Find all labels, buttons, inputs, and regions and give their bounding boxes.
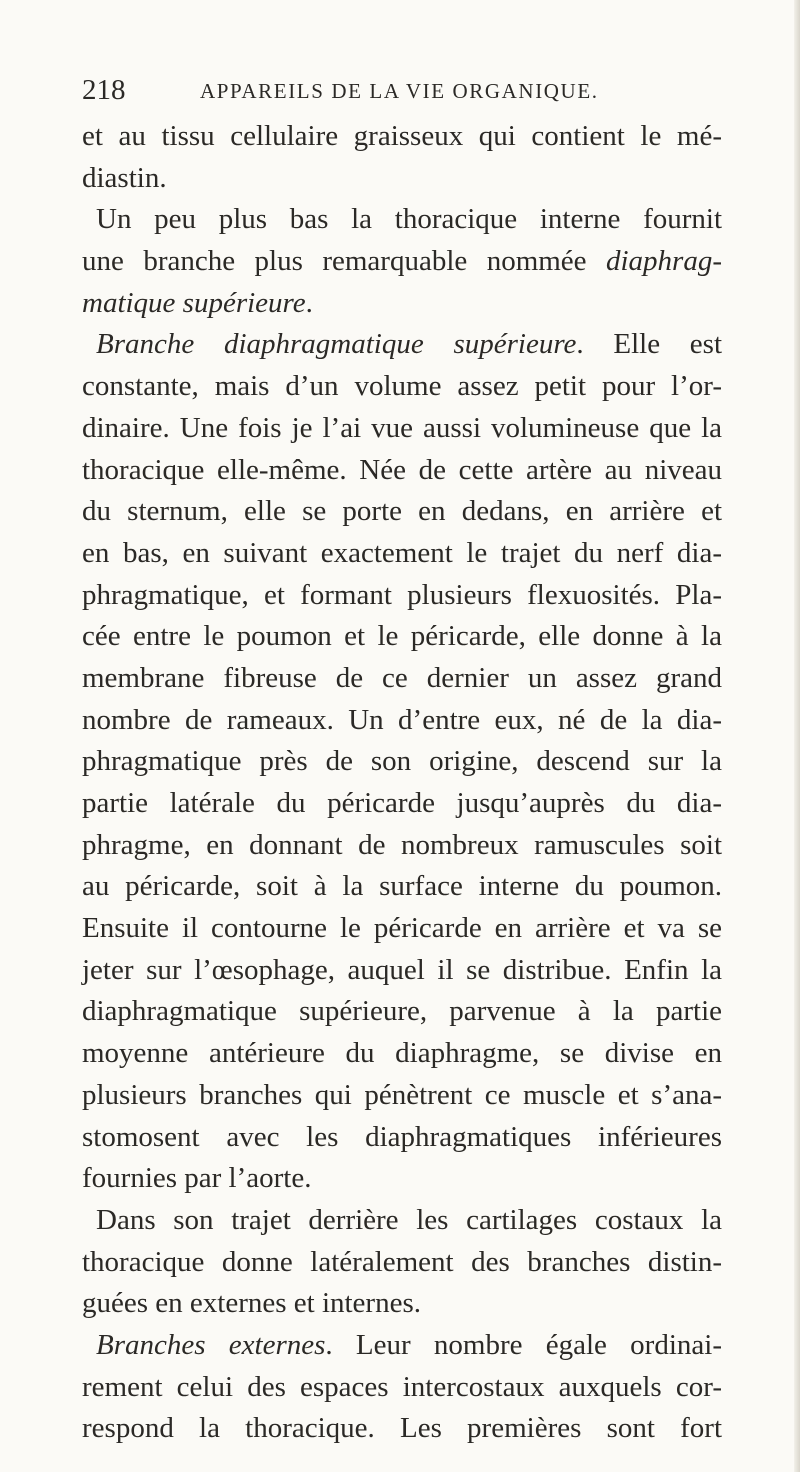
text-segment: constante, mais d’un volume assez petit pour l’or- — [82, 370, 722, 403]
page-number: 218 — [82, 74, 126, 106]
text-line — [82, 1242, 722, 1284]
text-line — [82, 700, 722, 742]
text-line — [82, 741, 722, 783]
italic-text: Branches externes — [96, 1328, 326, 1361]
text-line — [82, 1325, 722, 1367]
text-segment: thoracique elle-même. Née de cette artère au niveau — [82, 453, 722, 486]
text-segment: une branche plus remarquable nommée — [82, 245, 606, 278]
page-header — [82, 70, 722, 110]
text-segment: membrane fibreuse de ce dernier un assez grand — [82, 661, 722, 694]
text-segment: guées en externes et internes. — [82, 1287, 421, 1320]
text-line — [82, 366, 722, 408]
text-line — [82, 1200, 722, 1242]
text-segment: thoracique donne latéralement des branches distin- — [82, 1245, 722, 1278]
text-segment: cée entre le poumon et le péricarde, elle donne à la — [82, 620, 722, 653]
text-line — [82, 241, 722, 283]
text-line — [82, 324, 722, 366]
text-segment: diaphragmatique supérieure, parvenue à la partie — [82, 995, 722, 1028]
text-segment: phragme, en donnant de nombreux ramuscules soit — [82, 828, 722, 861]
running-title: APPAREILS DE LA VIE ORGANIQUE. — [200, 79, 599, 103]
text-segment: diastin. — [82, 161, 167, 194]
page-edge — [794, 0, 800, 1472]
text-segment: phragmatique, et formant plusieurs flexuosités. Pla- — [82, 578, 722, 611]
text-segment: rement celui des espaces intercostaux auxquels cor- — [82, 1370, 722, 1403]
text-line — [82, 783, 722, 825]
text-segment: phragmatique près de son origine, descend sur la — [82, 745, 722, 778]
text-line — [82, 1075, 722, 1117]
italic-text: diaphrag- — [606, 245, 722, 278]
text-segment: fournies par l’aorte. — [82, 1162, 312, 1195]
text-line — [82, 199, 722, 241]
body-text — [82, 116, 722, 1450]
text-segment: plusieurs branches qui pénètrent ce muscle et s’ana- — [82, 1078, 722, 1111]
text-line — [82, 825, 722, 867]
text-line — [82, 158, 722, 200]
text-segment: partie latérale du péricarde jusqu’auprès du dia- — [82, 787, 722, 819]
text-line — [82, 533, 722, 575]
text-line — [82, 116, 722, 158]
text-segment: moyenne antérieure du diaphragme, se divise en — [82, 1037, 722, 1070]
text-line — [82, 991, 722, 1033]
text-line — [82, 450, 722, 492]
text-segment: respond la thoracique. Les premières sont fort — [82, 1412, 722, 1445]
text-line — [82, 658, 722, 700]
text-line — [82, 1367, 722, 1409]
text-segment: nombre de rameaux. Un d’entre eux, né de la dia- — [82, 703, 722, 736]
text-line — [82, 408, 722, 450]
italic-text: matique supérieure — [82, 286, 306, 319]
text-segment: Ensuite il contourne le péricarde en arrière et va se — [82, 912, 722, 945]
text-line — [82, 283, 722, 325]
text-segment: et au tissu cellulaire graisseux qui contient le mé- — [82, 120, 722, 152]
text-line — [82, 950, 722, 992]
text-segment: en bas, en suivant exactement le trajet du nerf dia- — [82, 536, 722, 569]
text-line — [82, 1158, 722, 1200]
text-line — [82, 1033, 722, 1075]
text-segment: au péricarde, soit à la surface interne du poumon. — [82, 870, 722, 903]
text-segment: dinaire. Une fois je l’ai vue aussi volumineuse que la — [82, 411, 722, 444]
text-segment: Un peu plus bas la thoracique interne fournit — [96, 203, 722, 236]
text-line — [82, 908, 722, 950]
text-segment: du sternum, elle se porte en dedans, en arrière et — [82, 495, 722, 528]
text-segment: stomosent avec les diaphragmatiques inférieures — [82, 1120, 722, 1153]
italic-text: Branche diaphragmatique supérieure — [96, 328, 577, 361]
text-line — [82, 616, 722, 658]
text-line — [82, 1117, 722, 1159]
text-line — [82, 1283, 722, 1325]
text-line — [82, 866, 722, 908]
text-line — [82, 575, 722, 617]
text-segment: Dans son trajet derrière les cartilages costaux la — [96, 1203, 722, 1236]
text-line — [82, 1408, 722, 1450]
text-segment: . Elle est — [576, 328, 723, 361]
text-segment: . — [305, 286, 313, 319]
text-segment: jeter sur l’œsophage, auquel il se distribue. Enfin la — [82, 953, 722, 986]
text-line — [82, 491, 722, 533]
text-segment: . Leur nombre égale ordinai- — [325, 1328, 722, 1361]
